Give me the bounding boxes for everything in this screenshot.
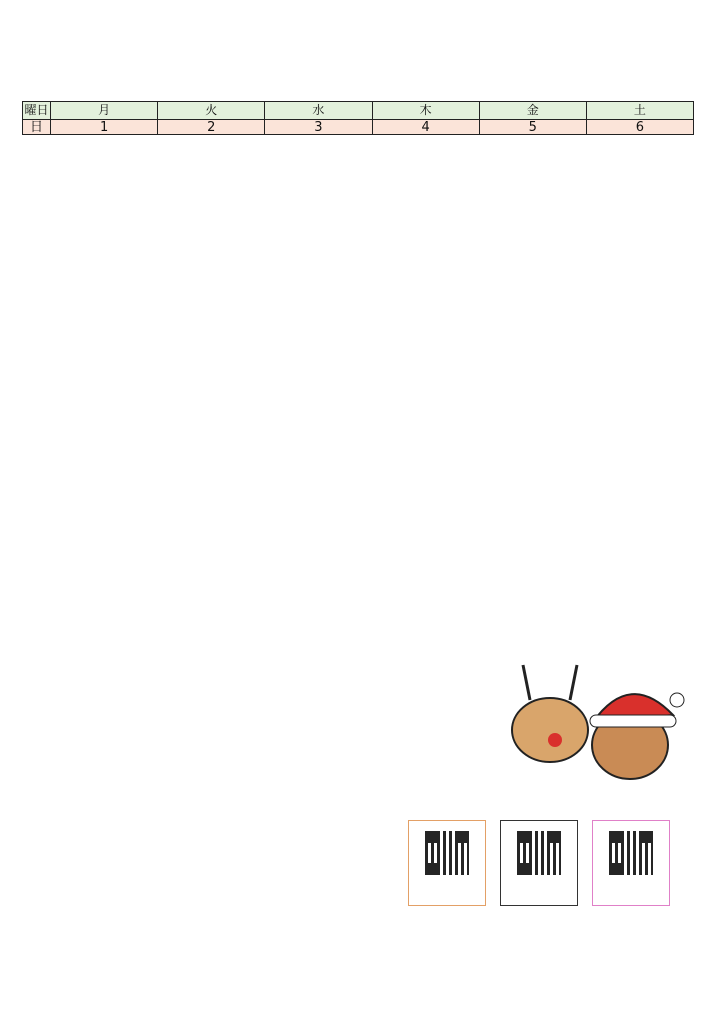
qr-code-icon	[609, 831, 653, 875]
youbi-label: 曜日	[23, 102, 51, 120]
date-cell: 6	[586, 120, 693, 135]
date-cell: 3	[265, 120, 372, 135]
weekday-header: 水	[265, 102, 372, 120]
qr-code-icon	[517, 831, 561, 875]
date-cell: 4	[372, 120, 479, 135]
weekday-header: 火	[158, 102, 265, 120]
qr-blog[interactable]	[408, 820, 486, 906]
reindeer-icon	[512, 665, 588, 762]
chipmunk-santa-icon	[590, 693, 684, 779]
mascot-illustration	[385, 660, 697, 820]
date-cell: 5	[479, 120, 586, 135]
date-cell: 2	[158, 120, 265, 135]
day-label: 日	[23, 120, 51, 135]
program-table	[22, 101, 694, 135]
qr-instagram[interactable]	[592, 820, 670, 906]
qr-x[interactable]	[500, 820, 578, 906]
weekday-header: 土	[586, 102, 693, 120]
weekday-header: 木	[372, 102, 479, 120]
qr-code-icon	[425, 831, 469, 875]
page-header	[22, 66, 702, 96]
weekday-header: 月	[51, 102, 158, 120]
weekday-header: 金	[479, 102, 586, 120]
date-cell: 1	[51, 120, 158, 135]
